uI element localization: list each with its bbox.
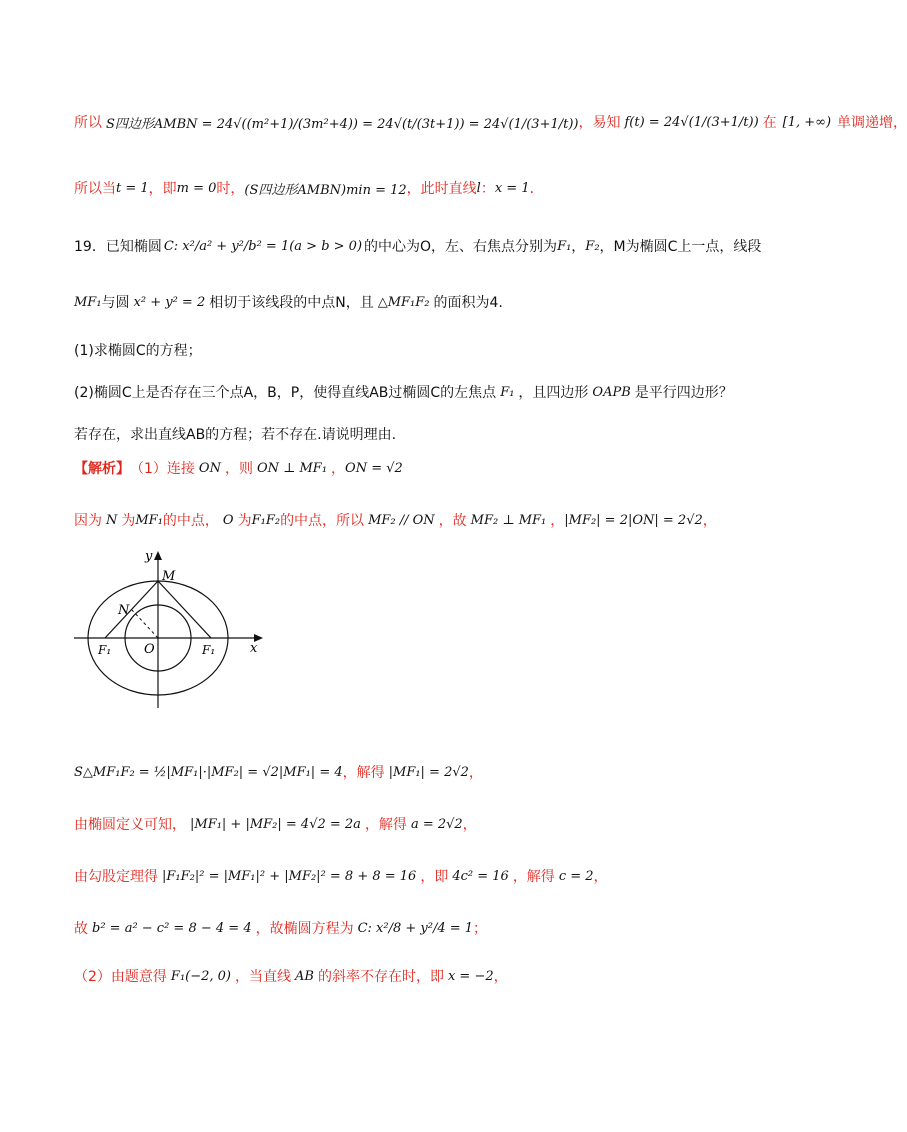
math-f1: F₁ [557, 238, 572, 254]
math-t1: t = 1 [116, 180, 149, 196]
area-expression: S四边形AMBN = 24√((m²+1)/(3m²+4)) = 24√(t/(3t+1)) = 24√(1/(3+1/t)) [106, 116, 579, 132]
solution-area-line [74, 762, 740, 782]
text: ，即 [148, 181, 177, 197]
text: (1)求椭圆C的方程； [74, 343, 202, 359]
text: 为 [237, 513, 252, 529]
label-n: N [118, 603, 130, 618]
text: ，解得 [342, 765, 385, 781]
segment-mf1 [105, 581, 158, 638]
text: 的中心为O，左、右焦点分别为 [364, 239, 558, 255]
math-o: O [222, 512, 234, 528]
text: 的斜率不存在时，即 [317, 969, 444, 985]
text: 因为 [74, 513, 102, 529]
interval: [1, +∞) [782, 114, 832, 130]
solution-line-min [74, 178, 740, 198]
text: ，M为椭圆C上一点，线段 [599, 239, 762, 255]
math-equation: |MF₁| + |MF₂| = 4√2 = 2a [190, 816, 361, 832]
label-x: x [250, 641, 258, 656]
text: 由勾股定理得 [74, 869, 158, 885]
text: （1）连接 [130, 461, 195, 477]
solution-definition-line [74, 814, 740, 834]
text: ， [593, 869, 608, 885]
solution-pythagoras-line [74, 866, 740, 886]
segment-on [132, 610, 158, 638]
math-smin: (S四边形AMBN)min = 12 [244, 182, 407, 198]
text: ； [473, 921, 488, 937]
math-on: ON [198, 460, 221, 476]
text: ，且四边形 [518, 385, 589, 401]
math-length: |MF₂| = 2|ON| = 2√2 [564, 512, 703, 528]
text: （2）由题意得 [74, 969, 167, 985]
text: ， [468, 765, 483, 781]
math-ellipse: C: x²/8 + y²/4 = 1 [357, 920, 474, 936]
math-triangle: △MF₁F₂ [377, 294, 430, 310]
text: ，当直线 [235, 969, 291, 985]
text: ，此时直线 [406, 181, 477, 197]
math-perp: MF₂ ⊥ MF₁ [470, 512, 547, 528]
text: ，故椭圆方程为 [255, 921, 354, 937]
text: ． [529, 181, 544, 197]
label-y: y [145, 549, 153, 564]
ellipse-equation: C: x²/a² + y²/b² = 1(a > b > 0) [163, 238, 363, 254]
solution-part-1-line-2 [74, 510, 740, 530]
solution-part-2-line [74, 966, 740, 986]
function-f: f(t) = 24√(1/(3+1/t)) [624, 114, 759, 130]
solution-ellipse-line [74, 918, 740, 938]
text: 为 [121, 513, 136, 529]
math-equation: b² = a² − c² = 8 − 4 = 4 [92, 920, 252, 936]
text: 是平行四边形？ [634, 385, 733, 401]
label-m: M [162, 569, 176, 584]
text: ，解得 [364, 817, 407, 833]
text-yizhi: ，易知 [578, 115, 621, 131]
label-f1-right: F₁ [202, 643, 216, 657]
question-19-line-1 [74, 236, 762, 256]
text: ，故 [438, 513, 467, 529]
text: ， [493, 969, 508, 985]
text: ，解得 [512, 869, 555, 885]
math-f1f2: F₁F₂ [251, 512, 281, 528]
math-l: l [476, 180, 481, 196]
math-f1-point: F₁(−2, 0) [170, 968, 231, 984]
circle-equation: x² + y² = 2 [133, 294, 206, 310]
math-oapb: OAPB [592, 384, 631, 400]
segment-mf2 [158, 581, 211, 638]
math-x: x = −2 [447, 968, 494, 984]
math-area: S△MF₁F₂ = ½|MF₁|·|MF₂| = √2|MF₁| = 4 [74, 764, 343, 780]
text: 的中点，所以 [280, 513, 365, 529]
question-number: 19．已知椭圆 [74, 239, 162, 255]
text: 所以当 [74, 181, 116, 197]
solution-tag: 【解析】 [74, 461, 130, 477]
text: ， [462, 817, 477, 833]
math-on-value: ON = √2 [345, 460, 403, 476]
text: ， [331, 461, 346, 477]
solution-line-area [74, 112, 907, 132]
math-ab: AB [295, 968, 314, 984]
math-parallel: MF₂ // ON [368, 512, 435, 528]
math-m0: m = 0 [176, 180, 217, 196]
math-result: c = 2 [558, 868, 594, 884]
text: 的面积为4. [433, 295, 503, 311]
math-mf1: MF₁ [135, 512, 163, 528]
ellipse-figure [72, 548, 272, 718]
text: 由椭圆定义可知， [74, 817, 186, 833]
math-f2: F₂ [585, 238, 600, 254]
text: ，则 [224, 461, 253, 477]
text: ， [571, 239, 586, 255]
math-equation: |F₁F₂|² = |MF₁|² + |MF₂|² = 8 + 8 = 16 [162, 868, 417, 884]
text: ，即 [420, 869, 449, 885]
text-zai: 在 [762, 115, 777, 131]
label-f1-left: F₁ [98, 643, 112, 657]
y-axis-arrow [154, 551, 162, 560]
text: 相切于该线段的中点N，且 [209, 295, 374, 311]
math-4c2: 4c² = 16 [452, 868, 509, 884]
solution-part-1-line-1 [74, 458, 740, 478]
math-perp: ON ⊥ MF₁ [256, 460, 328, 476]
text: 的中点， [162, 513, 219, 529]
math-result: a = 2√2 [410, 816, 463, 832]
math-x1: x = 1 [494, 180, 530, 196]
math-result: |MF₁| = 2√2 [388, 764, 469, 780]
text-monotone: 单调递增， [837, 115, 907, 131]
math-f1: F₁ [500, 384, 515, 400]
question-part-2-line-1 [74, 382, 740, 402]
label-o: O [144, 642, 155, 657]
text: ： [480, 181, 495, 197]
text: ， [550, 513, 565, 529]
question-part-2-line-2 [74, 424, 740, 444]
text: 若存在，求出直线AB的方程；若不存在.请说明理由. [74, 427, 397, 443]
math-n: N [106, 512, 118, 528]
question-part-1 [74, 340, 740, 360]
text: 故 [74, 921, 88, 937]
text: ， [702, 513, 717, 529]
text: 时， [216, 181, 245, 197]
text-so: 所以 [74, 115, 102, 131]
question-19-line-2 [74, 292, 740, 312]
text: (2)椭圆C上是否存在三个点A，B，P，使得直线AB过椭圆C的左焦点 [74, 385, 497, 401]
text: 与圆 [101, 295, 130, 311]
math-mf1: MF₁ [74, 294, 102, 310]
